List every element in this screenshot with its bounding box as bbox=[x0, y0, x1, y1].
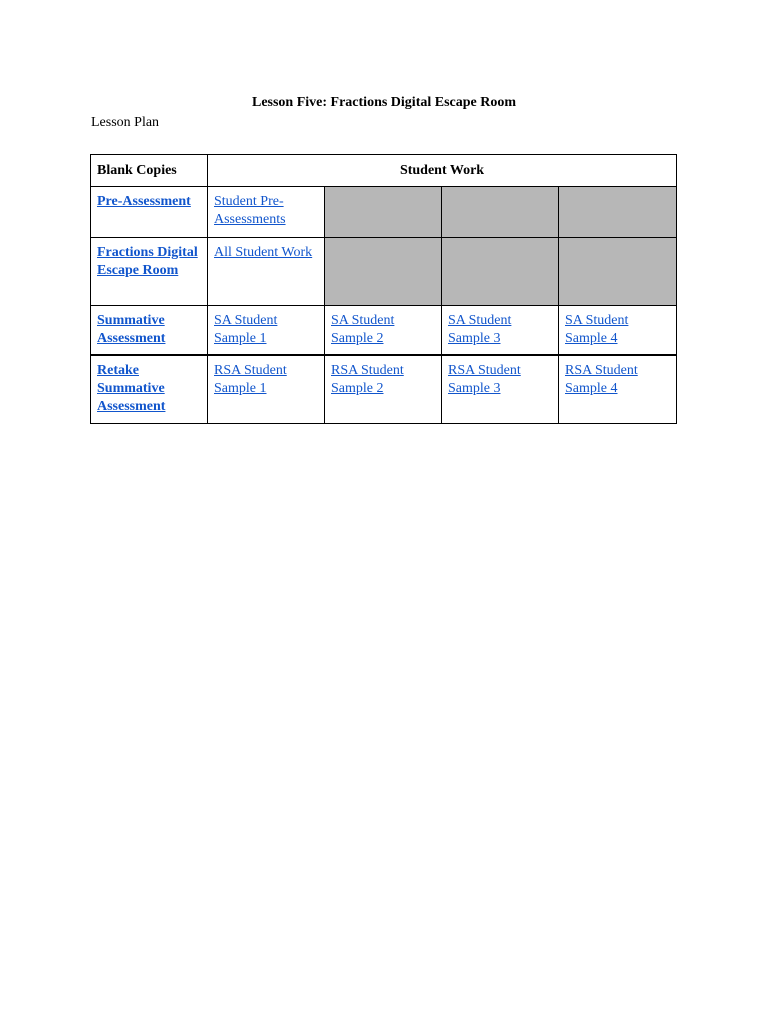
empty-shaded-cell bbox=[442, 187, 559, 238]
rsa-student-sample-2-link[interactable]: RSA Student Sample 2 bbox=[331, 362, 404, 396]
lesson-materials-table bbox=[90, 154, 677, 424]
summative-assessment-link[interactable]: Summative Assessment bbox=[97, 313, 166, 346]
table-header-row bbox=[91, 155, 677, 187]
empty-shaded-cell bbox=[559, 238, 677, 306]
rsa-student-sample-1-link[interactable]: RSA Student Sample 1 bbox=[214, 362, 287, 396]
student-work-cell bbox=[442, 306, 559, 355]
student-work-cell bbox=[208, 187, 325, 238]
rsa-student-sample-3-link[interactable]: RSA Student Sample 3 bbox=[448, 362, 521, 396]
student-work-cell bbox=[208, 355, 325, 424]
header-blank-copies: Blank Copies bbox=[91, 155, 208, 187]
sa-student-sample-2-link[interactable]: SA Student Sample 2 bbox=[331, 313, 395, 346]
empty-shaded-cell bbox=[325, 187, 442, 238]
student-work-cell bbox=[325, 306, 442, 355]
student-work-cell bbox=[559, 355, 677, 424]
document-title: Lesson Five: Fractions Digital Escape Room bbox=[251, 95, 517, 110]
sa-student-sample-1-link[interactable]: SA Student Sample 1 bbox=[214, 313, 278, 346]
retake-summative-assessment-link[interactable]: Retake Summative Assessment bbox=[97, 362, 166, 414]
header-student-work: Student Work bbox=[208, 155, 677, 187]
student-work-cell bbox=[208, 238, 325, 306]
student-work-cell bbox=[559, 306, 677, 355]
all-student-work-link[interactable]: All Student Work bbox=[214, 245, 313, 260]
student-work-cell bbox=[442, 355, 559, 424]
student-work-cell bbox=[208, 306, 325, 355]
sa-student-sample-3-link[interactable]: SA Student Sample 3 bbox=[448, 313, 512, 346]
student-pre-assessments-link[interactable]: Student Pre-Assessments bbox=[214, 194, 286, 227]
sa-student-sample-4-link[interactable]: SA Student Sample 4 bbox=[565, 313, 629, 346]
row-label-cell bbox=[91, 355, 208, 424]
table-row bbox=[91, 306, 677, 355]
row-label-cell bbox=[91, 238, 208, 306]
empty-shaded-cell bbox=[442, 238, 559, 306]
table-row bbox=[91, 187, 677, 238]
empty-shaded-cell bbox=[325, 238, 442, 306]
row-label-cell bbox=[91, 306, 208, 355]
student-work-cell bbox=[325, 355, 442, 424]
empty-shaded-cell bbox=[559, 187, 677, 238]
document-subtitle: Lesson Plan bbox=[91, 115, 160, 130]
rsa-student-sample-4-link[interactable]: RSA Student Sample 4 bbox=[565, 362, 638, 396]
row-label-cell bbox=[91, 187, 208, 238]
table-row bbox=[91, 355, 677, 424]
fractions-digital-escape-room-link[interactable]: Fractions Digital Escape Room bbox=[97, 245, 198, 278]
pre-assessment-link[interactable]: Pre-Assessment bbox=[97, 194, 191, 209]
table-row bbox=[91, 238, 677, 306]
